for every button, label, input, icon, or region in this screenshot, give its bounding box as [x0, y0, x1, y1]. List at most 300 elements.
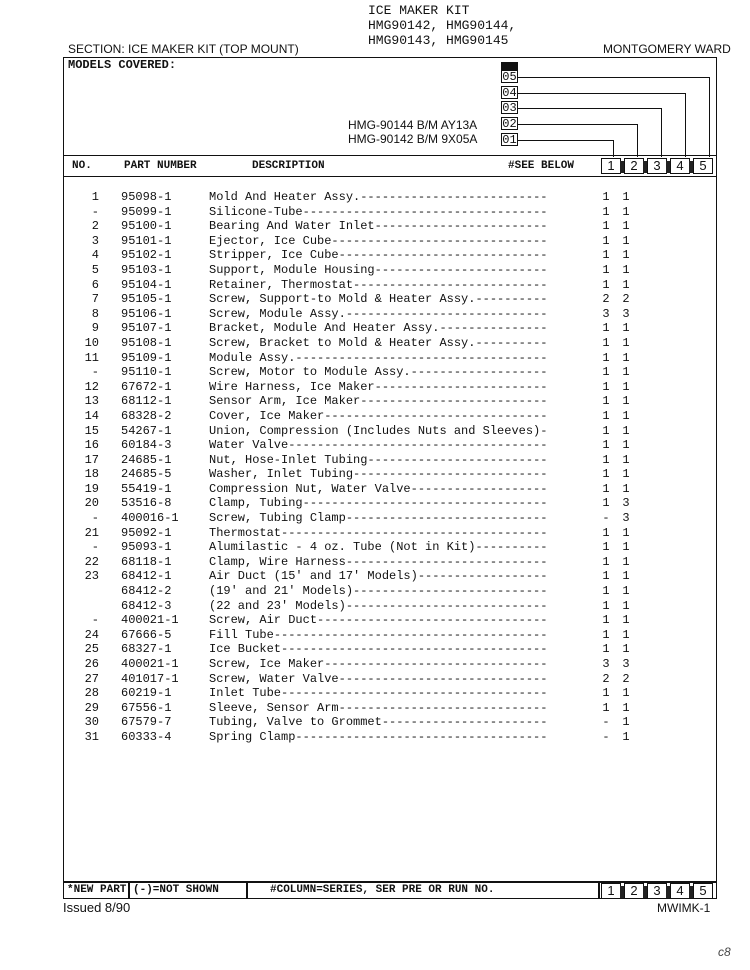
- column-number: 4: [670, 158, 690, 174]
- quantity-col-1: 1: [602, 686, 610, 701]
- quantity-col-1: -: [602, 511, 610, 526]
- item-number: -: [91, 511, 99, 526]
- quantity-col-2: 1: [622, 379, 630, 394]
- table-row: [63, 628, 717, 643]
- part-number: 95106-1: [121, 306, 172, 321]
- table-row: [63, 234, 717, 249]
- description: Screw, Water Valve-----------------------------: [209, 671, 548, 686]
- description: Thermostat-------------------------------------: [209, 525, 548, 540]
- title-line: ICE MAKER KIT: [368, 3, 470, 18]
- description: Nut, Hose-Inlet Tubing-------------------------: [209, 452, 548, 467]
- item-number: 28: [84, 686, 99, 701]
- table-row: [63, 642, 717, 657]
- part-number: 24685-1: [121, 452, 172, 467]
- quantity-col-2: 1: [622, 394, 630, 409]
- col-header-no: NO.: [72, 160, 92, 172]
- table-row: [63, 569, 717, 584]
- quantity-col-2: 1: [622, 540, 630, 555]
- connector-line: [518, 93, 685, 94]
- leader-dashes: ----------------------------: [345, 598, 548, 613]
- item-number: 16: [84, 438, 99, 453]
- description: (22 and 23' Models)----------------------------: [209, 598, 548, 613]
- item-number: 6: [91, 277, 99, 292]
- item-number: 7: [91, 292, 99, 307]
- description: Spring Clamp-----------------------------------: [209, 729, 548, 744]
- quantity-col-1: 2: [602, 671, 610, 686]
- description: Fill Tube--------------------------------------: [209, 627, 548, 642]
- leader-dashes: ------------------------------: [331, 233, 548, 248]
- description: Retainer, Thermostat---------------------------: [209, 277, 548, 292]
- table-row: [63, 205, 717, 220]
- quantity-col-1: 1: [602, 321, 610, 336]
- issued-date: Issued 8/90: [63, 900, 131, 915]
- quantity-col-2: 3: [622, 511, 630, 526]
- quantity-col-2: 3: [622, 496, 630, 511]
- part-number: 60184-3: [121, 438, 172, 453]
- leader-dashes: ---------------: [439, 321, 548, 336]
- quantity-col-2: 3: [622, 306, 630, 321]
- description: Ejector, Ice Cube------------------------------: [209, 233, 548, 248]
- quantity-col-2: 1: [622, 335, 630, 350]
- leader-dashes: ---------------------------: [353, 467, 548, 482]
- part-number: 400021-1: [121, 657, 179, 671]
- item-number: 20: [84, 496, 99, 511]
- quantity-col-1: 1: [602, 540, 610, 555]
- part-number: 95100-1: [121, 219, 172, 234]
- part-number: 67556-1: [121, 700, 172, 715]
- leader-dashes: --------------------------: [360, 394, 548, 409]
- table-row: [63, 511, 717, 526]
- item-number: 19: [84, 481, 99, 496]
- leader-dashes: -------------------------------------: [281, 686, 548, 701]
- item-number: 1: [91, 190, 99, 204]
- part-number: 95099-1: [121, 204, 172, 219]
- quantity-col-2: 3: [622, 657, 630, 671]
- description: Compression Nut, Water Valve-------------------: [209, 481, 548, 496]
- description: Screw, Support-to Mold & Heater Assy.----------: [209, 292, 548, 307]
- description: Alumilastic - 4 oz. Tube (Not in Kit)----------: [209, 540, 548, 555]
- item-number: 25: [84, 642, 99, 657]
- legend-not-shown: (-)=NOT SHOWN: [129, 882, 247, 899]
- leader-dashes: --------------------------------------: [273, 627, 548, 642]
- leader-dashes: -------------------------------: [324, 657, 548, 671]
- description: Ice Bucket-------------------------------------: [209, 642, 548, 657]
- item-number: 3: [91, 233, 99, 248]
- header-rule: [63, 176, 717, 177]
- description: Silicone-Tube----------------------------------: [209, 204, 548, 219]
- description: (19' and 21' Models)---------------------------: [209, 584, 548, 599]
- legend-new-part: *NEW PART: [63, 882, 129, 899]
- quantity-col-2: 1: [622, 365, 630, 380]
- part-number: 401017-1: [121, 671, 179, 686]
- handwritten-mark: c8: [718, 945, 731, 959]
- quantity-col-2: 1: [622, 598, 630, 613]
- quantity-col-1: 1: [602, 408, 610, 423]
- quantity-col-2: 1: [622, 190, 630, 204]
- item-number: -: [91, 204, 99, 219]
- item-number: 21: [84, 525, 99, 540]
- description: Cover, Ice Maker-------------------------------: [209, 408, 548, 423]
- col-header-description: DESCRIPTION: [252, 160, 325, 172]
- leader-dashes: ----------------------------: [345, 306, 548, 321]
- quantity-col-1: 1: [602, 233, 610, 248]
- quantity-col-1: 1: [602, 642, 610, 657]
- quantity-col-2: 1: [622, 452, 630, 467]
- leader-dashes: --------------------------: [360, 190, 548, 204]
- leader-dashes: -------------------------------: [324, 408, 548, 423]
- series-code: 05: [502, 70, 517, 84]
- description: Clamp, Wire Harness----------------------------: [209, 554, 548, 569]
- quantity-col-2: 1: [622, 584, 630, 599]
- quantity-col-2: 2: [622, 671, 630, 686]
- part-number: 400016-1: [121, 511, 179, 526]
- table-row: [63, 248, 717, 263]
- item-number: 23: [84, 569, 99, 584]
- quantity-col-1: -: [602, 715, 610, 730]
- table-row: [63, 365, 717, 380]
- column-number: 4: [670, 883, 690, 899]
- description: Screw, Motor to Module Assy.-------------------: [209, 365, 548, 380]
- column-number: 1: [601, 883, 621, 899]
- description: Support, Module Housing------------------------: [209, 262, 548, 277]
- leader-dashes: ----------------------------: [345, 554, 548, 569]
- connector-line: [661, 108, 662, 157]
- table-row: [63, 263, 717, 278]
- brand-name: MONTGOMERY WARD: [603, 42, 731, 56]
- table-row: [63, 715, 717, 730]
- item-number: 29: [84, 700, 99, 715]
- connector-line: [518, 77, 709, 78]
- description: Air Duct (15' and 17' Models)------------------: [209, 569, 548, 584]
- quantity-col-1: 1: [602, 481, 610, 496]
- part-number: 54267-1: [121, 423, 172, 438]
- title-line: HMG90143, HMG90145: [368, 33, 509, 48]
- part-number: 53516-8: [121, 496, 172, 511]
- table-row: [63, 278, 717, 293]
- description: Module Assy.-----------------------------------: [209, 350, 548, 365]
- part-number: 24685-5: [121, 467, 172, 482]
- part-number: 95102-1: [121, 248, 172, 263]
- description: Mold And Heater Assy.--------------------------: [209, 190, 548, 204]
- connector-line: [518, 140, 613, 141]
- column-number: 5: [693, 158, 713, 174]
- part-number: 55419-1: [121, 481, 172, 496]
- model-line: HMG-90144 B/M AY13A: [348, 118, 478, 132]
- part-number: 68412-1: [121, 569, 172, 584]
- item-number: 18: [84, 467, 99, 482]
- legend-column-note: #COLUMN=SERIES, SER PRE OR RUN NO.: [247, 882, 599, 899]
- series-marker: [501, 62, 518, 70]
- table-row: [63, 394, 717, 409]
- leader-dashes: ------------------------: [374, 262, 548, 277]
- leader-dashes: -----------------------------: [338, 248, 548, 263]
- connector-line: [709, 77, 710, 157]
- description: Tubing, Valve to Grommet-----------------------: [209, 715, 548, 730]
- quantity-col-2: 1: [622, 423, 630, 438]
- quantity-col-1: 2: [602, 292, 610, 307]
- quantity-col-1: 1: [602, 700, 610, 715]
- quantity-col-1: 1: [602, 219, 610, 234]
- quantity-col-1: 1: [602, 350, 610, 365]
- quantity-col-1: 1: [602, 190, 610, 204]
- item-number: -: [91, 365, 99, 380]
- quantity-col-2: 2: [622, 292, 630, 307]
- leader-dashes: -----------------------------: [338, 700, 548, 715]
- table-row: [63, 467, 717, 482]
- series-code: 02: [502, 117, 517, 131]
- leader-dashes: ------------------------: [374, 379, 548, 394]
- connector-line: [518, 124, 637, 125]
- leader-dashes: ----------: [475, 335, 548, 350]
- quantity-col-2: 1: [622, 613, 630, 628]
- description: Bracket, Module And Heater Assy.---------------: [209, 321, 548, 336]
- table-row: [63, 730, 717, 745]
- quantity-col-1: 1: [602, 335, 610, 350]
- item-number: 17: [84, 452, 99, 467]
- part-number: 67672-1: [121, 379, 172, 394]
- quantity-col-1: 1: [602, 365, 610, 380]
- item-number: 12: [84, 379, 99, 394]
- description: Washer, Inlet Tubing---------------------------: [209, 467, 548, 482]
- part-number: 95107-1: [121, 321, 172, 336]
- leader-dashes: -----------------------------------: [295, 729, 548, 744]
- col-header-see-below: #SEE BELOW: [508, 160, 575, 172]
- series-code: 04: [502, 86, 517, 100]
- table-row: [63, 190, 717, 205]
- leader-dashes: -----------------------------: [338, 671, 548, 686]
- quantity-col-1: 3: [602, 306, 610, 321]
- item-number: 24: [84, 627, 99, 642]
- leader-dashes: ---------------------------: [353, 277, 548, 292]
- table-row: [63, 526, 717, 541]
- part-number: 68328-2: [121, 408, 172, 423]
- part-number: 95093-1: [121, 540, 172, 555]
- quantity-col-2: 1: [622, 248, 630, 263]
- item-number: 8: [91, 306, 99, 321]
- description: Sensor Arm, Ice Maker--------------------------: [209, 394, 548, 409]
- column-number: 5: [693, 883, 713, 899]
- item-number: 13: [84, 394, 99, 409]
- column-number: 2: [624, 158, 644, 174]
- leader-dashes: -----------------------: [381, 715, 548, 730]
- part-number: 95104-1: [121, 277, 172, 292]
- leader-dashes: -------------------: [410, 365, 548, 380]
- leader-dashes: -------------------: [410, 481, 548, 496]
- table-row: [63, 555, 717, 570]
- part-number: 68112-1: [121, 394, 172, 409]
- quantity-col-1: 1: [602, 262, 610, 277]
- series-code: 01: [502, 133, 517, 147]
- quantity-col-2: 1: [622, 277, 630, 292]
- description: Bearing And Water Inlet------------------------: [209, 219, 548, 234]
- part-number: 400021-1: [121, 613, 179, 628]
- part-number: 67666-5: [121, 627, 172, 642]
- models-covered-label: MODELS COVERED:: [68, 58, 177, 72]
- leader-dashes: -------------------------------------: [281, 525, 548, 540]
- part-number: 95110-1: [121, 365, 172, 380]
- table-row: [63, 686, 717, 701]
- page-code: MWIMK-1: [657, 901, 711, 915]
- quantity-col-1: 3: [602, 657, 610, 671]
- part-number: 95109-1: [121, 350, 172, 365]
- section-label: SECTION: ICE MAKER KIT (TOP MOUNT): [68, 42, 299, 56]
- description: Wire Harness, Ice Maker------------------------: [209, 379, 548, 394]
- part-number: 95108-1: [121, 335, 172, 350]
- description: Screw, Module Assy.----------------------------: [209, 306, 548, 321]
- table-row: [63, 657, 717, 672]
- quantity-col-1: 1: [602, 204, 610, 219]
- leader-dashes: --------------------------------: [317, 613, 548, 628]
- quantity-col-2: 1: [622, 715, 630, 730]
- quantity-col-1: 1: [602, 496, 610, 511]
- part-number: 95092-1: [121, 525, 172, 540]
- quantity-col-1: 1: [602, 467, 610, 482]
- quantity-col-1: 1: [602, 379, 610, 394]
- part-number: 95098-1: [121, 190, 172, 204]
- part-number: 68412-3: [121, 598, 172, 613]
- connector-line: [685, 93, 686, 157]
- model-line: HMG-90142 B/M 9X05A: [348, 132, 478, 146]
- quantity-col-2: 1: [622, 262, 630, 277]
- item-number: 2: [91, 219, 99, 234]
- item-number: 5: [91, 262, 99, 277]
- description: Water Valve------------------------------------: [209, 438, 548, 453]
- item-number: 30: [84, 715, 99, 730]
- description: Union, Compression (Includes Nuts and Sleeves)-: [209, 423, 548, 438]
- part-number: 95101-1: [121, 233, 172, 248]
- part-number: 60333-4: [121, 729, 172, 744]
- table-row: [63, 496, 717, 511]
- table-row: [63, 701, 717, 716]
- description: Inlet Tube-------------------------------------: [209, 686, 548, 701]
- table-row: [63, 482, 717, 497]
- description: Clamp, Tubing----------------------------------: [209, 496, 548, 511]
- footer-column-boxes: [601, 883, 716, 899]
- leader-dashes: ----------: [475, 292, 548, 307]
- leader-dashes: -------------------------: [367, 452, 548, 467]
- description: Screw, Tubing Clamp----------------------------: [209, 511, 548, 526]
- part-number: 60219-1: [121, 686, 172, 701]
- part-number: 68327-1: [121, 642, 172, 657]
- part-number: 95103-1: [121, 262, 172, 277]
- parts-list: [63, 190, 717, 745]
- table-row: [63, 380, 717, 395]
- table-row: [63, 409, 717, 424]
- description: Screw, Ice Maker-------------------------------: [209, 657, 548, 671]
- table-row: [63, 438, 717, 453]
- table-row: [63, 351, 717, 366]
- quantity-col-1: 1: [602, 438, 610, 453]
- quantity-col-2: 1: [622, 467, 630, 482]
- item-number: 31: [84, 729, 99, 744]
- item-number: 26: [84, 657, 99, 671]
- table-row: [63, 336, 717, 351]
- quantity-col-2: 1: [622, 321, 630, 336]
- column-number: 2: [624, 883, 644, 899]
- table-row: [63, 292, 717, 307]
- quantity-col-2: 1: [622, 204, 630, 219]
- quantity-col-1: 1: [602, 598, 610, 613]
- table-row: [63, 219, 717, 234]
- quantity-col-1: 1: [602, 569, 610, 584]
- table-row: [63, 540, 717, 555]
- leader-dashes: ------------------------------------: [288, 438, 548, 453]
- item-number: 22: [84, 554, 99, 569]
- quantity-col-2: 1: [622, 233, 630, 248]
- table-row: [63, 321, 717, 336]
- title-line: HMG90142, HMG90144,: [368, 18, 517, 33]
- table-row: [63, 599, 717, 614]
- quantity-col-1: 1: [602, 627, 610, 642]
- leader-dashes: ---------------------------: [353, 584, 548, 599]
- quantity-col-2: 1: [622, 350, 630, 365]
- leader-dashes: ------------------: [417, 569, 548, 584]
- item-number: 11: [84, 350, 99, 365]
- leader-dashes: ----------------------------------: [302, 496, 548, 511]
- quantity-col-2: 1: [622, 569, 630, 584]
- column-number: 3: [647, 158, 667, 174]
- col-header-part-number: PART NUMBER: [124, 160, 197, 172]
- description: Sleeve, Sensor Arm-----------------------------: [209, 700, 548, 715]
- quantity-col-1: 1: [602, 525, 610, 540]
- part-number: 67579-7: [121, 715, 172, 730]
- item-number: -: [91, 613, 99, 628]
- quantity-col-1: 1: [602, 584, 610, 599]
- table-row: [63, 424, 717, 439]
- quantity-col-2: 1: [622, 627, 630, 642]
- quantity-col-2: 1: [622, 219, 630, 234]
- leader-dashes: ------------------------: [374, 219, 548, 234]
- item-number: 10: [84, 335, 99, 350]
- quantity-col-2: 1: [622, 686, 630, 701]
- item-number: 27: [84, 671, 99, 686]
- description: Screw, Bracket to Mold & Heater Assy.----------: [209, 335, 548, 350]
- item-number: 4: [91, 248, 99, 263]
- leader-dashes: ----------------------------------: [302, 204, 548, 219]
- connector-line: [637, 124, 638, 157]
- quantity-col-2: 1: [622, 700, 630, 715]
- item-number: -: [91, 540, 99, 555]
- table-row: [63, 672, 717, 687]
- document-title: [368, 3, 516, 48]
- leader-dashes: ----------: [475, 540, 548, 555]
- table-row: [63, 613, 717, 628]
- part-number: 68412-2: [121, 584, 172, 599]
- leader-dashes: -: [540, 423, 548, 438]
- quantity-col-1: 1: [602, 452, 610, 467]
- item-number: 15: [84, 423, 99, 438]
- quantity-col-2: 1: [622, 481, 630, 496]
- part-number: 95105-1: [121, 292, 172, 307]
- quantity-col-1: 1: [602, 248, 610, 263]
- leader-dashes: -----------------------------------: [295, 350, 548, 365]
- item-number: 9: [91, 321, 99, 336]
- column-number: 1: [601, 158, 621, 174]
- header-rule: [63, 155, 717, 156]
- quantity-col-2: 1: [622, 525, 630, 540]
- quantity-col-1: 1: [602, 277, 610, 292]
- quantity-col-2: 1: [622, 729, 630, 744]
- leader-dashes: ----------------------------: [345, 511, 548, 526]
- table-row: [63, 453, 717, 468]
- quantity-col-2: 1: [622, 438, 630, 453]
- quantity-col-2: 1: [622, 554, 630, 569]
- quantity-col-1: 1: [602, 613, 610, 628]
- item-number: 14: [84, 408, 99, 423]
- quantity-col-1: -: [602, 729, 610, 744]
- quantity-col-2: 1: [622, 408, 630, 423]
- connector-line: [518, 108, 661, 109]
